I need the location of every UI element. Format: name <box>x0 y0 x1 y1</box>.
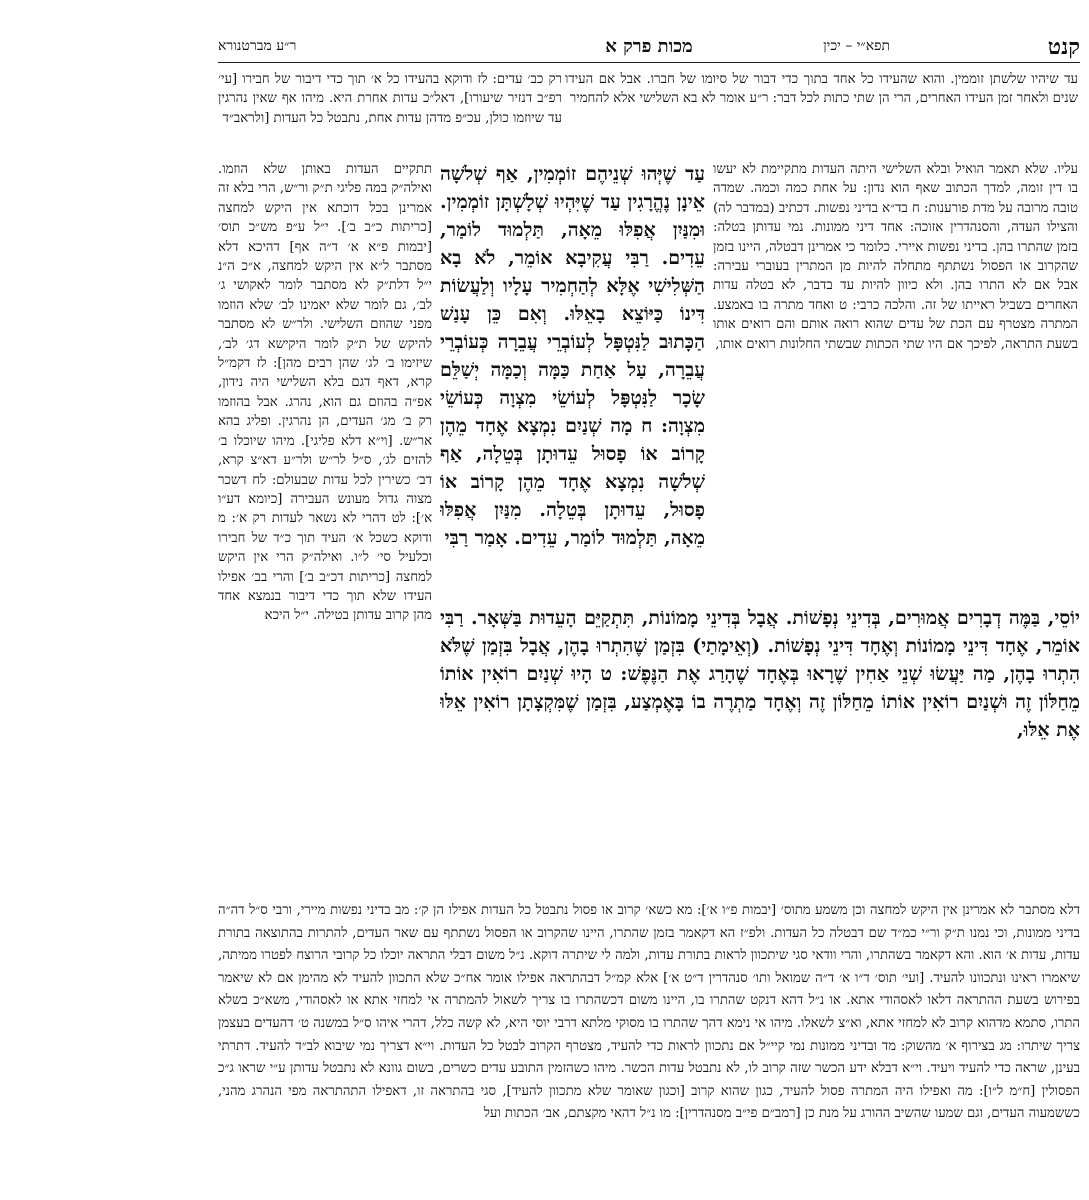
page-header <box>218 34 1080 60</box>
tractate-chapter-title: מכות פרק א <box>605 36 693 57</box>
bottom-commentary-text: דלא מסתבר לא אמרינן אין היקש למחצה וכן משמע מתוס׳ [יבמות פ״ו א׳]: מא כשא׳ קרוב או פסול נתבטל כל העדות אפילו הן ק׳: מב בדיני נפשות מיירי, ורבי ס״ל דה״ה בדיני ממונות, וכי נמנו ת״ק ור״י כמ״ד שם דבטלה כל העדות. ולפ״ז הא דקאמר בזמן שהתרו, היינו שהקרוב או הפסול נשתתף עם שאר העדים, להתרות בהתוצאה בתורת עדות, עדות א׳ הוא. והא דקאמר בשהתרו, והרי וודאי סגי שיתכוון לראות בתורת עדות, ולמה לי שיתרה דוקא. נ״ל משום דבלי התראה יוכלו כל קרובי הרוצח לפטרו ממיתה, שיאמרו ראינו ונתכוונו להעיד. [ועי׳ תוס׳ ד״ו א׳ ד״ה שמואל ותו׳ סנהדרין ד״ט א׳] אלא קמ״ל דבהתראה אפילו אומר אח״כ שלא התכוון להעיד לא מהימן אם לא שיאמר בפירוש בשעת ההתראה דלאו לאסהודי אתא. או נ״ל דהא דנקט שהתרו בו, היינו משום דכשהתרו בו צריך לשאול להמתרה אי למחזי אתא או לאסהודי, משא״כ בשלא התרו, סתמא מדהוא קרוב לא למחזי אתא, וא״צ לשאלו. מיהו אי נימא דהך שהתרו בו מסוקי מלתא דרבי יוסי היא, לא קשה כלל, דהרי איהו ס״ל במשנה ט׳ דהעדים בעצמן צריך שיתרו: מג בצירוף א׳ מהשוק: מד ובדיני ממונות נמי קיי״ל אם נתכוון לראות כדי להעיד, מצטרף הקרוב לבטל כל העדות. וי״א דצריך נמי שיבוא לב״ד להעיד. דתרתי בעינן, שראה כדי להעיד ויעיד. וי״א דבלא ידע הכשר שזה קרוב לו, לא נתבטל עדות הכשר. מיהו כשהזמין התובע עדים כשרים, בשום גוונא לא נתבטל עדותן ע״י שראו ג״כ הפסולין [ח״מ ל״ו]: מה ואפילו היה המתרה פסול להעיד, כגון שהוא קרוב [וכגון שאומר שלא מתכוון להעיד], סגי בהתראה זו, דאפילו התהתראה מפי הנהרג מהני, כששמעוה העדים, וגם שמעו שהשיב ההורג על מנת כן [רמב״ם פי״ב מסנהדרין]: מו נ״ל דהאי מקצתם, אב׳ הכתות ועל <box>218 903 1080 1122</box>
bartenura-text: עליו. שלא תאמר הואיל ובלא השלישי היתה העדות מתקיימת לא יעשו בו דין זומה, למדך הכתוב שאף הוא נדון: על אחת כמה וכמה. שמדה טובה מרובה על מדת פורענות: ח בד״א בדיני נפשות. דכתיב (במדבר לה) והצילו העדה, והסנהדרין אזוכה: אחד דיני ממונות. נמי עדותן בטלה: בזמן שהתרו בהן. בדיני נפשות איירי. כלומר כי אמרינן דבטלה, היינו בזמן שהקרוב או הפסול נשתתף מתחלה להיות מן המתרין בעוברי עבירה: אבל אם לא התרו בהן. ולא כיוון להיות עד בדבר, לא בטלה עדות האחרים בשביל ראייתו של זה. והלכה כרבי: ט ואחד מתרה בו באמצע. המתרה מצטרף עם הכת של עדים שהוא רואה אותם והם רואים אותו בשעת התראה, לפיכך אם היו שתי הכתות שבשתי החלונות רואים אותו, <box>713 162 1078 352</box>
bartenura-top-text: עד שיהיו שלשתן זוממין. והוא שהעידו כל אחד בתוך כדי דבור של סיומו של חברו. אבל אם העידו שנים ולאחר זמן העידו האחרים, הרי הן שתי כתות לכל דבר: ר״ע אומר לא בא השלישי אלא להחמיר <box>565 72 1078 107</box>
tiferet-top-text: רק כב׳ עדים: לז ודוקא בהעידו כל א׳ תוך כדי דיבור של חבירו [עי׳ רפ״ב דנזיר שיעורו], דאל״כ עדות אחרת היא. מיהו אף שאין נהרגין עד שיוזמו כולן, עכ״פ מדהן עדות אחת, נתבטל כל העדות [ולראב״ד <box>218 72 562 126</box>
bottom-commentary <box>218 900 1080 1192</box>
mishnah-main-text <box>440 160 705 604</box>
inner-commentary-title: תפא״י – יכין <box>823 38 890 54</box>
tiferet-text: תתקיים העדות באותן שלא הוזמו. ואילה״ק במה פליגי ת״ק ור״ש, הרי בלא זה אמרינן בכל דוכתא אין היקש למחצה [כריתות כ״ב ב׳]. י״ל ע״פ מש״כ תוס׳ [יבמות פ״א א׳ ד״ה אף] דהיכא דלא מסתבר ל״א אין היקש למחצה, א״כ ה״נ י״ל דלת״ק לא מסתבר לומר לאקושי ג׳ לב׳, גם לומר שלא יאמינו לב׳ שלא הוזמו מפני שהוזם השלישי. ולר״ש לא מסתבר להיקש של ת״ק לומר היקישא דג׳ לב׳, שיזימו ב׳ לג׳ שהן רבים מהן]: לז דקמ״ל קרא, דאף דגם בלא השלישי היה נידון, אפ״ה בהוזם גם הוא, נהרג. אבל בהוזמו רק ב׳ מג׳ העדים, הן נהרגין. ופליג בהא אר״ש. [וי״א דלא פליגי]. מיהו שיוכלו ב׳ להזים לג׳, ס״ל לר״ש ולר״ע דא״צ קרא, דב׳ כשירין לכל עדות שבעולם: לח דשכר מצוה גדול מעונש העבירה [כיומא דע״ו א׳]: לט דהרי לא נשאר לעדות רק א׳: מ ודוקא כשכל א׳ העיד תוך כ״ד של חבירו וכלעיל סי׳ ל״ו. ואילה״ק הרי אין היקש למחצה [כריתות דכ״ב ב׳] והרי בב׳ אפילו העידו שלא תוך כדי דיבור בנמצא אחד מהן קרוב עדותן בטילה. י״ל היכא <box>218 162 432 624</box>
tiferet-commentary <box>218 160 432 900</box>
header-divider <box>218 62 1080 63</box>
bartenura-commentary-top <box>565 70 1078 160</box>
folio-number: קנט <box>1047 34 1080 60</box>
bartenura-commentary <box>713 160 1078 594</box>
mishnah-wide-text <box>440 604 1080 900</box>
outer-commentary-title: ר״ע מברטנורא <box>218 38 297 54</box>
mishnah-text-wide: יוֹסֵי, בַּמֶּה דְבָרִים אֲמוּרִים, בְּדִינֵי נְפָשׁוֹת. אֲבָל בְּדִינֵי מָמוֹנוֹת, תִּתְקַיֵּם הָעֵדוּת בַּשְּׁאָר. רַבִּי אוֹמֵר, אֶחָד דִּינֵי מָמוֹנוֹת וְאֶחָד דִּינֵי נְפָשׁוֹת. (וְאֵימָתַי) בִּזְמַן שֶׁהִתְרוּ בָהֶן, אֲבָל בִּזְמַן שֶׁלֹּא הִתְרוּ בָהֶן, מַה יַּעֲשׂוּ שְׁנֵי אַחִין שֶׁרָאוּ בְּאֶחָד שֶׁהָרַג אֶת הַנֶּפֶשׁ: ט הָיוּ שְׁנַיִם רוֹאִין אוֹתוֹ מֵחַלּוֹן זֶה וּשְׁנַיִם רוֹאִין אוֹתוֹ מֵחַלּוֹן זֶה וְאֶחָד מַתְרֶה בוֹ בָּאֶמְצַע, בִּזְמַן שֶׁמִּקְצָתָן רוֹאִין אֵלּוּ אֶת אֵלּוּ, <box>440 607 1080 741</box>
mishnah-text-top: עַד שֶׁיְּהוּ שְׁנֵיהֶם זוֹמְמִין, אַף שְׁלשָׁה אֵינָן נֶהֱרָגִין עַד שֶׁיִּהְיוּ שְׁלָשְׁתָּן זוֹמְמִין. וּמִנַּיִן אֲפִלּוּ מֵאָה, תַּלְמוּד לוֹמַר, עֵדִים. רַבִּי עֲקִיבָא אוֹמֵר, לֹא בָא הַשְּׁלִישִׁי אֶלָּא לְהַחְמִיר עָלָיו וְלַעֲשׂוֹת דִּינוֹ כַּיּוֹצֵא בָאֵלּוּ. וְאִם כֵּן עָנַשׁ הַכָּתוּב לַנִּטְפָּל לְעוֹבְרֵי עֲבֵרָה כְּעוֹבְרֵי עֲבֵרָה, עַל אַחַת כַּמָּה וְכַמָּה יְשַׁלֵּם שָׂכָר לַנִּטְפָּל לְעוֹשֵׂי מִצְוָה כְּעוֹשֵׂי מִצְוָה: ח מָה שְׁנַיִם נִמְצָא אֶחָד מֵהֶן קָרוֹב אוֹ פָסוּל עֵדוּתָן בְּטֵלָה, אַף שְׁלשָׁה נִמְצָא אֶחָד מֵהֶן קָרוֹב אוֹ פָסוּל, עֵדוּתָן בְּטֵלָה. מִנַּיִן אֲפִלּוּ מֵאָה, תַּלְמוּד לוֹמַר, עֵדִים. אָמַר רַבִּי <box>440 163 705 549</box>
tiferet-commentary-top <box>218 70 562 160</box>
